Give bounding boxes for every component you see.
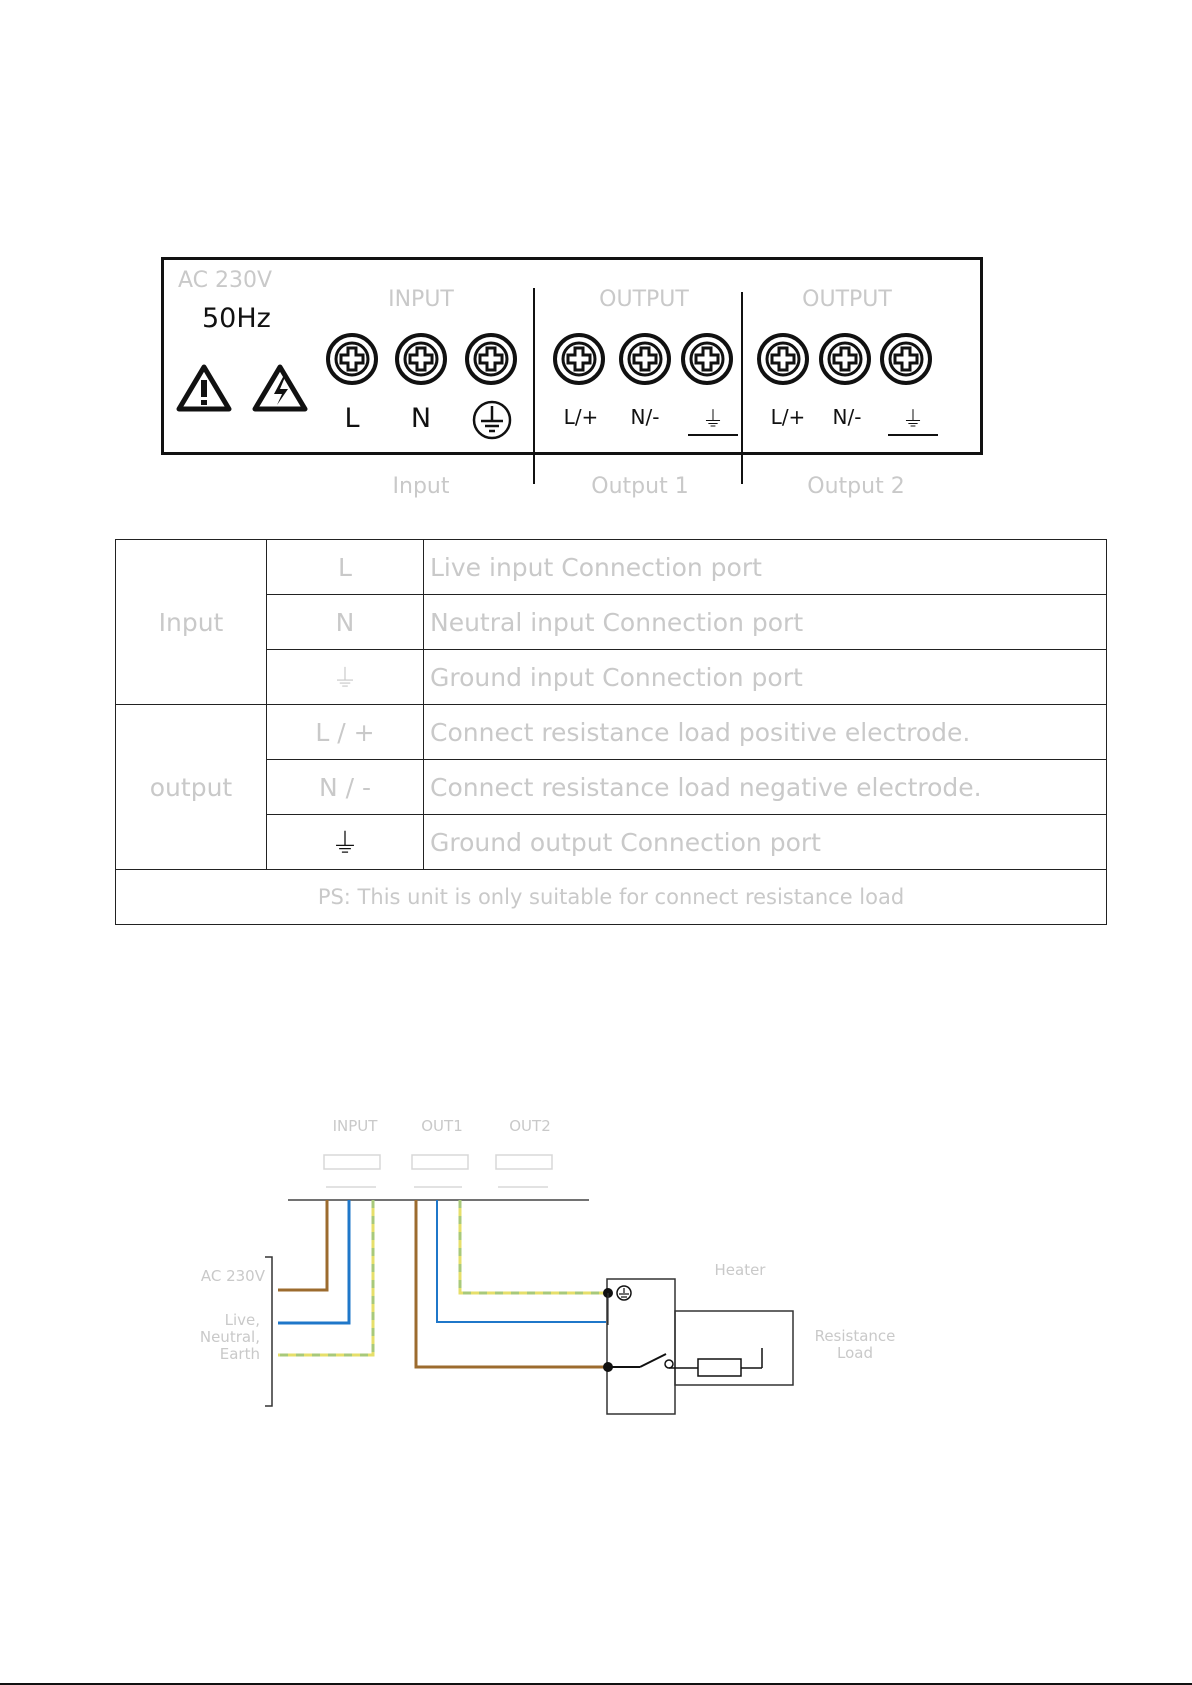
screw-terminal-icon	[821, 335, 869, 383]
out1-label-live: L/+	[563, 405, 599, 429]
wiring-header-out2: OUT2	[509, 1117, 551, 1135]
output-live-wire	[416, 1200, 606, 1367]
description-cell: Connect resistance load negative electrode.	[424, 760, 1107, 815]
out2-label-neutral: N/-	[832, 405, 862, 429]
screw-terminal-icon	[683, 335, 731, 383]
description-cell: Ground input Connection port	[424, 650, 1107, 705]
supply-label: AC 230V	[200, 1267, 265, 1285]
out1-label-ground: ⏚	[688, 403, 738, 436]
table-row	[116, 540, 1107, 595]
output1-caption: Output 1	[591, 474, 689, 499]
output2-caption: Output 2	[807, 474, 905, 499]
supply-sub-label: Live, Neutral, Earth	[199, 1311, 260, 1363]
terminal-label-n: N	[410, 403, 432, 434]
screw-terminal-icon	[328, 335, 376, 383]
group-cell-output: output	[116, 705, 267, 870]
description-cell: Ground output Connection port	[424, 815, 1107, 870]
out2-label-live: L/+	[770, 405, 806, 429]
symbol-cell: L / +	[267, 705, 424, 760]
neutral-wire	[278, 1200, 349, 1323]
output1-group-header: OUTPUT	[599, 287, 689, 312]
table-row	[116, 870, 1107, 925]
frequency-label: 50Hz	[202, 303, 271, 334]
terminal-label-l: L	[344, 403, 360, 434]
description-cell: Connect resistance load positive electrode.	[424, 705, 1107, 760]
screw-terminal-icon	[467, 335, 515, 383]
switch-contact	[640, 1354, 666, 1367]
live-wire	[278, 1200, 327, 1290]
heater-label: Heater	[714, 1261, 766, 1279]
input-group-header: INPUT	[388, 287, 454, 312]
load-label: Resistance Load	[814, 1327, 896, 1362]
heater-box	[607, 1279, 675, 1414]
symbol-cell: ⏚	[267, 650, 424, 705]
ground-symbol-icon	[470, 398, 514, 442]
out1-label-neutral: N/-	[630, 405, 660, 429]
output2-group-header: OUTPUT	[802, 287, 892, 312]
table-note: PS: This unit is only suitable for connect resistance load	[116, 870, 1107, 925]
table-row	[116, 705, 1107, 760]
screw-terminal-icon	[621, 335, 669, 383]
symbol-cell: L	[267, 540, 424, 595]
description-cell: Neutral input Connection port	[424, 595, 1107, 650]
output-earth-wire	[460, 1200, 606, 1293]
description-cell: Live input Connection port	[424, 540, 1107, 595]
screw-terminals	[0, 0, 1192, 470]
symbol-cell: N / -	[267, 760, 424, 815]
wiring-header-input: INPUT	[332, 1117, 378, 1135]
screw-terminal-icon	[882, 335, 930, 383]
screw-terminal-icon	[397, 335, 445, 383]
output-neutral-wire	[437, 1200, 606, 1322]
symbol-cell: ⏚	[267, 815, 424, 870]
out2-label-ground: ⏚	[888, 403, 938, 436]
wiring-header-out1: OUT1	[421, 1117, 463, 1135]
resistor-symbol	[698, 1359, 741, 1376]
screw-terminal-icon	[555, 335, 603, 383]
load-box	[675, 1311, 793, 1385]
group-cell-input: Input	[116, 540, 267, 705]
terminal-spec-table	[115, 539, 1107, 925]
screw-terminal-icon	[759, 335, 807, 383]
symbol-cell: N	[267, 595, 424, 650]
voltage-label: AC 230V	[178, 268, 273, 293]
input-caption: Input	[392, 474, 450, 499]
